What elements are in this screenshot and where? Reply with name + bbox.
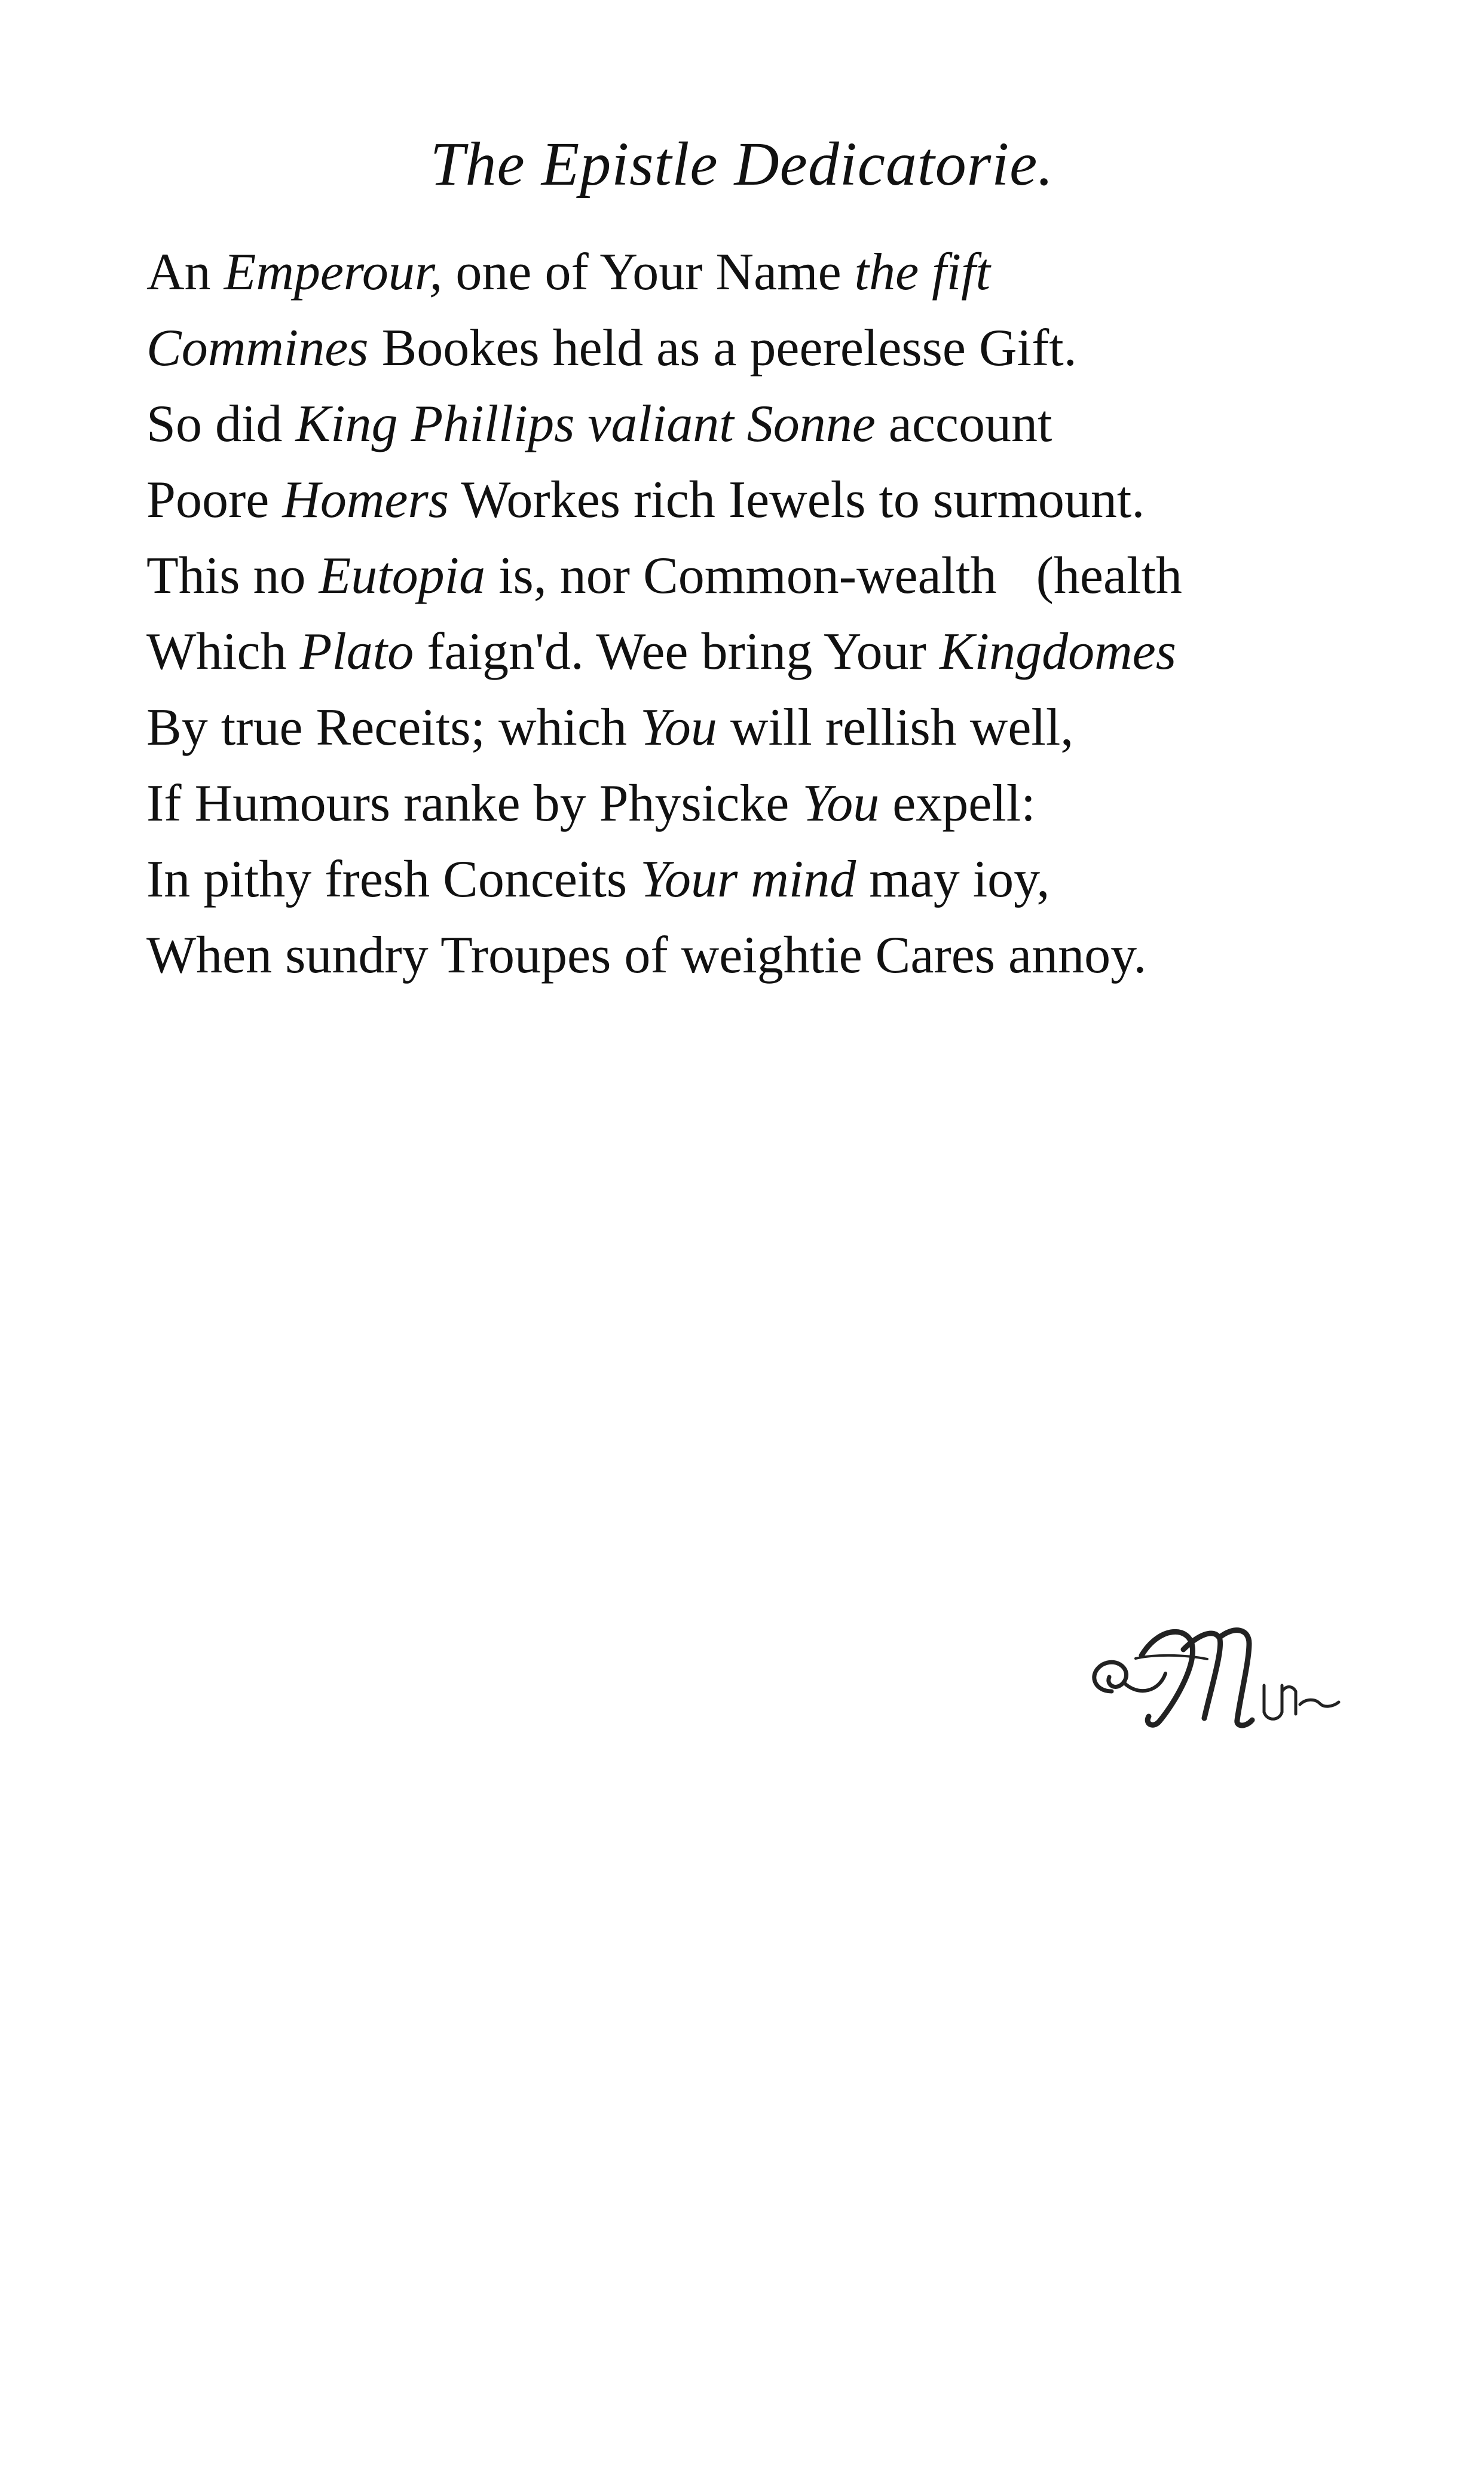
page-heading: The Epistle Dedicatorie. [430,130,1054,198]
poem-segment: one of Your Name [442,243,855,301]
poem-line [146,462,1402,538]
poem-line [146,234,1402,310]
poem-segment: An [146,243,224,301]
poem-line [146,538,1402,614]
poem-segment: Bookes held as a peerelesse Gift. [368,319,1077,377]
poem-segment: This no [146,547,319,605]
poem-line [146,614,1402,690]
poem-segment: may ioy, [856,850,1050,908]
poem-segment: will rellish well, [717,699,1074,757]
poem-segment-italic: Kingdomes [939,623,1176,681]
poem-segment: is, nor Common-wealth (health [485,547,1182,605]
poem-segment-italic: Emperour, [224,243,443,301]
poem-segment-italic: Homers [282,471,449,529]
poem-segment: If Humours ranke by Physicke [146,775,803,833]
poem-segment: Which [146,623,300,681]
poem-segment-italic: You [802,775,880,833]
signature-flourish [1070,1602,1345,1745]
poem-line [146,310,1402,386]
poem-segment: expell: [879,775,1036,833]
poem-segment: faign'd. Wee bring Your [414,623,940,681]
poem-segment-italic: King Phillips valiant Sonne [295,395,876,453]
poem-segment: When sundry Troupes of weightie Cares annoy. [146,926,1147,984]
poem-segment: By true Receits; which [146,699,641,757]
poem-segment-italic: You [640,699,717,757]
poem-segment: In pithy fresh Conceits [146,850,641,908]
poem-line [146,690,1402,766]
poem-segment-italic: the fift [854,243,990,301]
poem-segment-italic: Eutopia [319,547,486,605]
poem-segment-italic: Plato [299,623,414,681]
poem-segment: account [875,395,1052,453]
poem-segment-italic: Your mind [640,850,856,908]
poem-line [146,841,1402,917]
poem-line [146,917,1402,993]
poem-line [146,766,1402,841]
dedication-poem [146,234,1402,993]
poem-segment: Poore [146,471,283,529]
poem-segment: So did [146,395,296,453]
poem-segment-italic: Commines [146,319,369,377]
poem-line [146,386,1402,462]
poem-segment: Workes rich Iewels to surmount. [448,471,1145,529]
